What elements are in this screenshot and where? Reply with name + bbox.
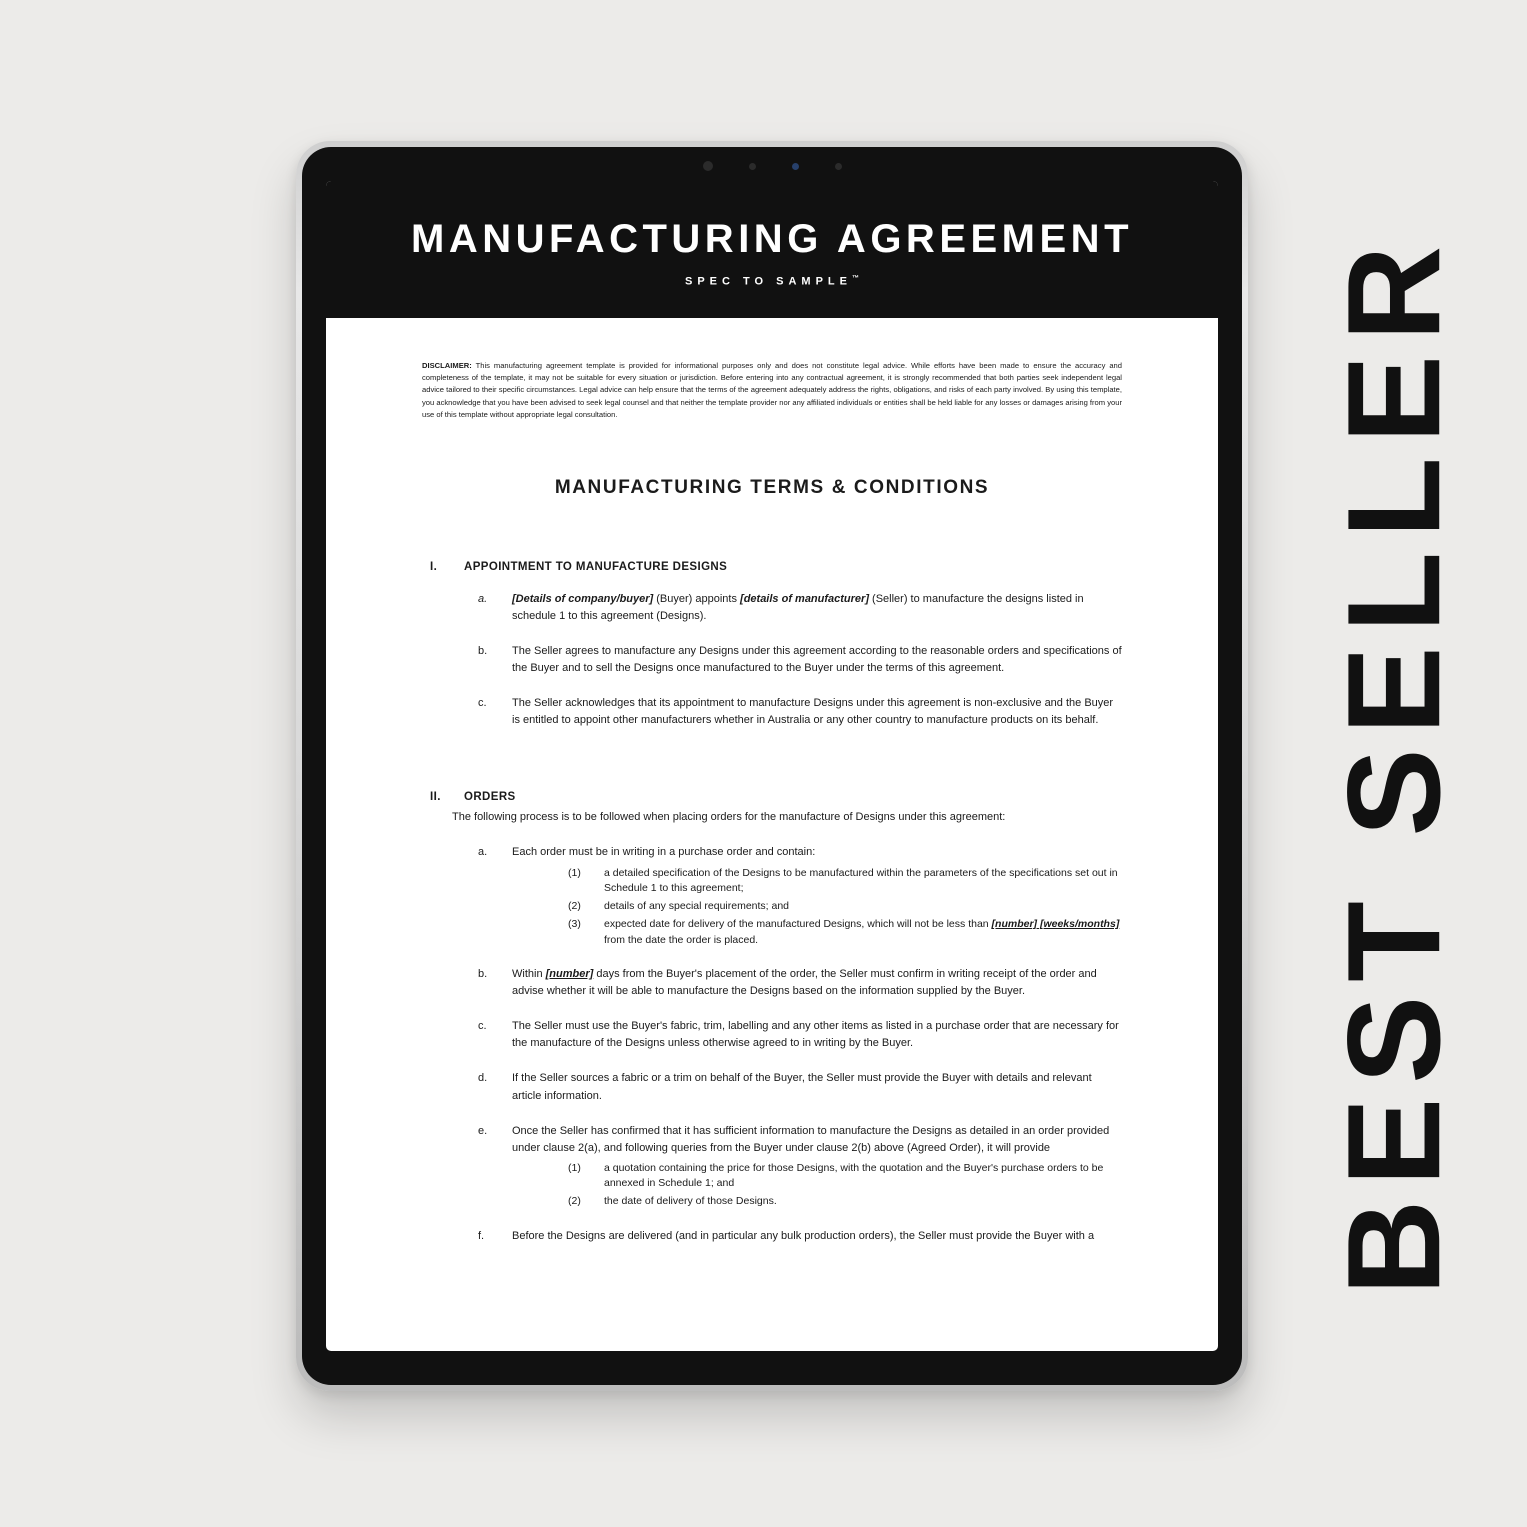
list-item (422, 1123, 1122, 1210)
sub-item-text (604, 917, 1122, 949)
item-marker: d. (478, 1072, 488, 1085)
status-led-icon (792, 163, 799, 170)
list-item (422, 844, 1122, 948)
clause-2-intro: The following process is to be followed when placing orders for the manufacture of Designs under this agreement: (452, 811, 1006, 824)
sub-item-text-part: from the date the order is placed. (604, 933, 759, 946)
item-text (512, 966, 1122, 1000)
document-subtitle (326, 275, 1218, 288)
item-text-part: [Details of company/buyer] (512, 593, 654, 606)
item-text: If the Seller sources a fabric or a trim on behalf of the Buyer, the Seller must provide the Buyer with details and relevant article information. (512, 1072, 1092, 1102)
sub-item-text: a detailed specification of the Designs to be manufactured within the parameters of the specifications set out in Schedule 1 to this agreement; (604, 866, 1118, 895)
item-marker: a. (478, 846, 488, 859)
best-seller-label: BEST SELLER (1320, 231, 1468, 1296)
disclaimer-text: This manufacturing agreement template is provided for informational purposes only and does not constitute legal advice. While efforts have been made to ensure the accuracy and completeness of the template, it may not be suitable for every situation or jurisdiction. Before entering into any contractual agreement, it is strongly recommended that both parties seek independent legal advice tailored to their specific circumstances. Legal advice can help ensure that the terms of the agreement adequately address the rights, obligations, and risks of each party involved. By using this template, you acknowledge that you have been advised to seek legal counsel and that neither the template provider nor any affiliated individuals or entities shall be held liable for any losses or damages arising from your use of this template without appropriate legal consultation. (422, 360, 1122, 419)
item-marker: f. (478, 1229, 485, 1242)
item-text-part: days from the Buyer's placement of the order, the Seller must confirm in writing receipt of the order and advise whether it will be able to manufacture the Designs based on the information supplied by the Buyer. (512, 968, 1097, 998)
sub-list (512, 866, 1122, 949)
disclaimer-label: DISCLAIMER: (422, 360, 472, 370)
list-item (422, 966, 1122, 1000)
clause-1-items (422, 591, 1122, 729)
camera-icon (703, 161, 713, 171)
item-text: Before the Designs are delivered (and in particular any bulk production orders), the Seller must provide the Buyer with a (512, 1229, 1095, 1242)
section-title: MANUFACTURING TERMS & CONDITIONS (554, 477, 990, 499)
front-sensors (302, 161, 1242, 171)
sensor-icon (749, 163, 756, 170)
clause-section-2 (422, 791, 1122, 1245)
sub-item-marker: (2) (568, 1195, 581, 1208)
list-item (422, 643, 1122, 677)
item-text-part: Each order must be in writing in a purchase order and contain: (512, 846, 816, 859)
item-text-part: (Seller) to manufacture the designs listed in schedule 1 to this agreement (Designs). (512, 593, 1084, 623)
document-subtitle-text: SPEC TO SAMPLE (685, 275, 852, 288)
item-text: The Seller agrees to manufacture any Designs under this agreement according to the reasonable orders and specifications of the Buyer and to sell the Designs once manufactured to the Buyer under the terms of this agreement. (512, 645, 1122, 675)
tablet-bezel (302, 147, 1242, 1385)
document-header (326, 181, 1218, 318)
sub-item-text: the date of delivery of those Designs. (604, 1195, 777, 1208)
list-item (422, 695, 1122, 729)
sub-item-marker: (1) (568, 866, 581, 879)
sub-item-marker: (2) (568, 900, 581, 913)
sub-list-item (568, 899, 1122, 915)
best-seller-badge (1279, 0, 1509, 1527)
clause-heading-1 (422, 561, 1122, 573)
item-marker: a. (478, 593, 488, 606)
microphone-icon (835, 163, 842, 170)
list-item (422, 1070, 1122, 1104)
item-text: The Seller must use the Buyer's fabric, trim, labelling and any other items as listed in a purchase order that are necessary for the manufacture of the Designs unless otherwise agreed to in writing by the Buyer. (512, 1020, 1119, 1050)
sub-list-item (568, 866, 1122, 898)
list-item (422, 1018, 1122, 1052)
item-marker: c. (478, 697, 487, 710)
list-item (422, 591, 1122, 625)
item-marker: b. (478, 645, 488, 658)
clause-title-2: ORDERS (464, 791, 516, 804)
sub-list-item (568, 1161, 1122, 1193)
clause-title-1: APPOINTMENT TO MANUFACTURE DESIGNS (464, 561, 728, 574)
sub-list-item (568, 917, 1122, 949)
item-text (512, 1123, 1122, 1210)
clause-2-items (422, 844, 1122, 1244)
item-text-part: (Buyer) appoints (653, 593, 741, 606)
sub-list (512, 1161, 1122, 1210)
sub-item-text-part: [number] [weeks/months] (991, 917, 1120, 930)
item-text (512, 591, 1122, 625)
clause-number-2: II. (430, 791, 441, 804)
sub-item-marker: (3) (568, 917, 581, 930)
item-text-part: [number] (545, 968, 594, 981)
sub-item-text: a quotation containing the price for those Designs, with the quotation and the Buyer's purchase orders to be annexed in Schedule 1; and (604, 1161, 1104, 1190)
sub-item-text: details of any special requirements; and (604, 900, 790, 913)
tablet-screen (326, 181, 1218, 1351)
item-marker: e. (478, 1124, 488, 1137)
tablet-device (296, 141, 1248, 1391)
item-text-part: [details of manufacturer] (740, 593, 869, 606)
clause-heading-2 (422, 791, 1122, 803)
document-body (326, 318, 1218, 1245)
item-marker: b. (478, 968, 488, 981)
item-text-part: Once the Seller has confirmed that it has sufficient information to manufacture the Designs as detailed in an order provided under clause 2(a), and following queries from the Buyer under clause 2(b) above (Agreed Order), it will provide (512, 1124, 1110, 1154)
trademark-symbol: ™ (851, 275, 859, 282)
item-marker: c. (478, 1020, 487, 1033)
item-text: The Seller acknowledges that its appointment to manufacture Designs under this agreement is non-exclusive and the Buyer is entitled to appoint other manufacturers whether in Australia or any other country to manufacture products on its behalf. (512, 697, 1114, 727)
clause-number-1: I. (430, 561, 438, 574)
disclaimer-paragraph (422, 360, 1122, 421)
sub-list-item (568, 1194, 1122, 1210)
sub-item-marker: (1) (568, 1161, 581, 1174)
document-title: MANUFACTURING AGREEMENT (411, 217, 1133, 261)
list-item (422, 1228, 1122, 1245)
item-text (512, 844, 1122, 948)
item-text-part: Within (512, 968, 546, 981)
sub-item-text-part: expected date for delivery of the manufactured Designs, which will not be less than (604, 917, 992, 930)
clause-section-1 (422, 561, 1122, 729)
